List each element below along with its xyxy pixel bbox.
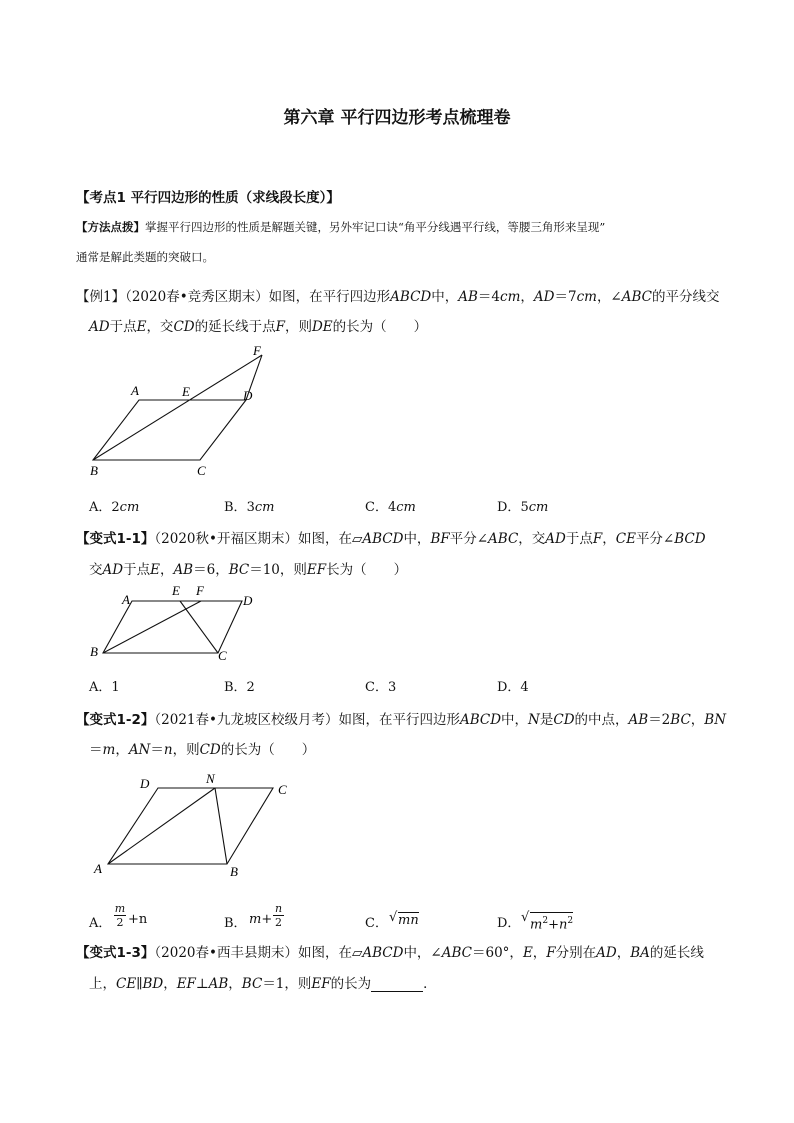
label-d: D: [243, 388, 253, 403]
var: EF: [311, 976, 331, 992]
var: ABCD: [362, 945, 404, 961]
text: ，: [520, 289, 534, 305]
label-f: F: [253, 343, 261, 358]
var: BF: [430, 531, 450, 547]
var: N: [528, 712, 540, 728]
var: BC: [670, 712, 691, 728]
example1-figure: [80, 340, 280, 485]
text: ＝: [150, 742, 164, 758]
variant12-label: 【变式1-2】: [76, 712, 155, 728]
var: AD: [545, 531, 566, 547]
text: ，交: [146, 319, 174, 335]
text: +: [548, 917, 559, 933]
text: D．: [497, 916, 521, 931]
variant11-option-d[interactable]: D．4: [497, 680, 529, 695]
text: ，: [616, 945, 631, 961]
text: 2: [111, 500, 120, 515]
variant11-option-a[interactable]: A．1: [89, 680, 120, 695]
text: 中，∠: [403, 945, 442, 961]
text: ，: [228, 976, 242, 992]
text: ，交: [518, 531, 546, 547]
text: ＝: [89, 742, 103, 758]
method-tip-line2: 通常是解此类题的突破口。: [76, 250, 214, 264]
var: m: [530, 917, 543, 933]
variant12-line1: [76, 708, 726, 728]
var: AN: [128, 742, 151, 758]
var: ABCD: [459, 712, 502, 728]
text: ，: [115, 742, 129, 758]
example1-source: （2020春•竞秀区期末）: [125, 289, 269, 305]
unit: cm: [119, 500, 140, 515]
unit: cm: [254, 500, 275, 515]
text: ＝4: [477, 289, 501, 305]
text: 5: [520, 500, 529, 515]
section-heading: 【考点1 平行四边形的性质（求线段长度）】: [76, 190, 340, 206]
var: BD: [142, 976, 164, 992]
var: E: [150, 562, 160, 578]
text: ＝2: [648, 712, 671, 728]
var: AD: [533, 289, 555, 305]
text: 如图，在平行四边形: [268, 289, 391, 305]
var: F: [275, 319, 285, 335]
var: F: [592, 531, 603, 547]
var: CD: [199, 742, 221, 758]
text: ⊥: [195, 976, 209, 992]
text: 交: [89, 562, 103, 578]
var: AB: [173, 562, 194, 578]
text: ，: [532, 945, 547, 961]
text: 的延长线: [649, 945, 704, 961]
var: BA: [630, 945, 650, 961]
label-e: E: [172, 583, 180, 598]
var: ABC: [621, 289, 652, 305]
text: m+: [249, 912, 273, 927]
var: ABC: [488, 531, 519, 547]
text: 的长为（ ）: [220, 742, 316, 758]
radicand: mn: [398, 913, 419, 928]
text: ＝7: [554, 289, 577, 305]
parallelogram-abcd: [93, 400, 246, 460]
text: 长为（ ）: [326, 562, 408, 578]
text: 于点: [109, 319, 137, 335]
text: ，∠: [596, 289, 622, 305]
text: 的平分线交: [652, 289, 720, 305]
label-b: B: [90, 463, 98, 478]
var: BN: [704, 712, 727, 728]
variant11-source: （2020秋•开福区期末）: [154, 531, 298, 547]
exponent: 2: [542, 916, 549, 926]
page-title: 第六章 平行四边形考点梳理卷: [283, 108, 511, 128]
text: D．: [497, 500, 521, 515]
var: E: [136, 319, 147, 335]
text: 4: [387, 500, 397, 515]
variant11-option-b[interactable]: B．2: [224, 680, 255, 695]
example1-option-d[interactable]: [497, 496, 548, 515]
text: 平分∠: [449, 531, 489, 547]
text: 于点: [123, 562, 151, 578]
var: BCD: [674, 531, 706, 547]
text: 中，: [431, 289, 459, 305]
text: B．: [224, 916, 247, 931]
label-c: C: [278, 782, 287, 797]
text: 平分∠: [635, 531, 675, 547]
variant13-source: （2020春•西丰县期末）: [154, 945, 298, 961]
bisector-ce: [180, 601, 218, 653]
text: 如图，在▱: [297, 945, 363, 961]
text: ∥: [136, 976, 143, 992]
text: +n: [128, 912, 148, 927]
label-a: A: [131, 383, 139, 398]
label-a: A: [122, 592, 130, 607]
label-b: B: [90, 644, 98, 659]
var: AB: [208, 976, 229, 992]
variant12-line2: [89, 738, 315, 758]
var: EF: [306, 562, 327, 578]
text: C．: [365, 500, 388, 515]
segment-an: [108, 788, 215, 864]
unit: cm: [576, 289, 597, 305]
text: ＝1，则: [262, 976, 312, 992]
example1-option-c[interactable]: [365, 496, 416, 515]
text: C．: [365, 916, 388, 931]
segment-bn: [215, 788, 227, 864]
unit: cm: [396, 500, 416, 515]
text: 的长为（ ）: [332, 319, 428, 335]
label-d: D: [243, 593, 253, 608]
text: ，则: [284, 319, 312, 335]
variant13-line1: [76, 941, 704, 961]
var: AB: [628, 712, 649, 728]
var: CD: [173, 319, 195, 335]
label-c: C: [218, 648, 227, 663]
var: AD: [596, 945, 617, 961]
var: AD: [89, 319, 110, 335]
numerator: n: [274, 902, 283, 915]
label-n: N: [206, 771, 215, 786]
var: AD: [102, 562, 124, 578]
unit: cm: [528, 500, 549, 515]
variant11-label: 【变式1-1】: [76, 531, 155, 547]
var: n: [163, 742, 173, 758]
label-e: E: [182, 384, 190, 399]
label-a: A: [94, 861, 102, 876]
exponent: 2: [567, 916, 574, 926]
text: ，: [159, 562, 174, 578]
example1-line2: [89, 315, 427, 335]
var: AB: [458, 289, 478, 305]
text: 的延长线于点: [194, 319, 276, 335]
text: B．: [224, 500, 247, 515]
text: ，: [163, 976, 177, 992]
var: ABCD: [390, 289, 432, 305]
parallelogram-abcd: [108, 788, 273, 864]
text: ＝60°，: [472, 945, 523, 961]
label-f: F: [196, 583, 204, 598]
method-tip-label: 【方法点拨】: [76, 220, 145, 234]
method-tip-line1: [76, 219, 605, 235]
variant12-source: （2021春•九龙坡区校级月考）: [154, 712, 339, 728]
denominator: 2: [116, 916, 124, 929]
text: 的长为: [330, 976, 372, 992]
answer-blank[interactable]: [371, 977, 423, 992]
var: ABC: [441, 945, 472, 961]
text: 于点: [565, 531, 593, 547]
text: ＝6，: [193, 562, 229, 578]
sqrt-icon: √: [521, 910, 530, 925]
text: ＝10，则: [249, 562, 307, 578]
var: E: [522, 945, 533, 961]
var: CD: [553, 712, 575, 728]
text: ．: [423, 976, 437, 992]
variant11-line2: [89, 558, 407, 578]
variant11-figure: [85, 578, 265, 663]
var: F: [546, 945, 556, 961]
text: ，: [602, 531, 616, 547]
variant11-line1: [76, 527, 706, 547]
var: BC: [228, 562, 250, 578]
numerator: m: [114, 902, 126, 915]
var: n: [558, 917, 568, 933]
denominator: 2: [275, 916, 282, 929]
label-c: C: [197, 463, 206, 478]
text: A．: [89, 500, 112, 515]
example1-label: 【例1】: [76, 289, 126, 305]
radicand: [530, 912, 573, 933]
text: 中，: [403, 531, 431, 547]
text: A．: [89, 916, 112, 931]
var: CE: [615, 531, 636, 547]
var: EF: [176, 976, 196, 992]
text: ，则: [172, 742, 200, 758]
text: 的中点，: [574, 712, 629, 728]
text: 3: [246, 500, 255, 515]
parallelogram-abcd: [103, 601, 242, 653]
sqrt-icon: √: [389, 910, 398, 925]
fraction: [114, 902, 126, 929]
text: 如图，在平行四边形: [338, 712, 460, 728]
var: DE: [311, 319, 333, 335]
var: ABCD: [362, 531, 404, 547]
variant12-figure: [88, 768, 298, 883]
example1-line1: [76, 285, 720, 305]
text: ，: [690, 712, 705, 728]
label-d: D: [140, 776, 150, 791]
var: m: [102, 742, 116, 758]
text: 分别在: [555, 945, 597, 961]
text: 上，: [89, 976, 116, 992]
bisector-bf: [93, 355, 262, 460]
method-tip-text: 掌握平行四边形的性质是解题关键，另外牢记口诀“角平分线遇平行线，等腰三角形来呈现”: [145, 220, 606, 234]
var: CE: [116, 976, 137, 992]
example1-option-b[interactable]: [224, 496, 274, 515]
example1-option-a[interactable]: [89, 496, 139, 515]
label-b: B: [230, 864, 238, 879]
variant11-option-c[interactable]: C．3: [365, 680, 397, 695]
text: 如图，在▱: [297, 531, 363, 547]
unit: cm: [500, 289, 521, 305]
text: 中，: [501, 712, 529, 728]
fraction: [273, 902, 284, 929]
text: 是: [539, 712, 554, 728]
variant13-line2: [89, 972, 437, 992]
variant13-label: 【变式1-3】: [76, 945, 155, 961]
var: BC: [241, 976, 263, 992]
